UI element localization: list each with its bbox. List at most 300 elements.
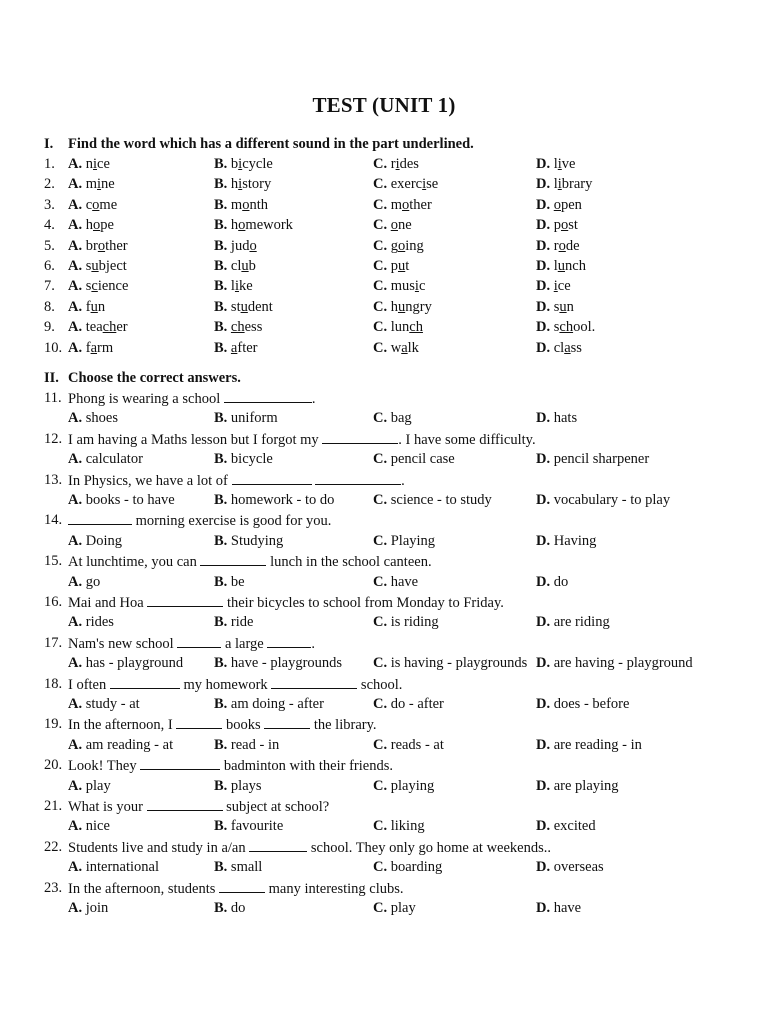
answer-blank[interactable] (271, 676, 357, 689)
answer-option[interactable] (68, 737, 173, 754)
answer-option[interactable] (68, 778, 111, 795)
word-part: f (85, 339, 91, 356)
answer-option[interactable] (68, 340, 113, 357)
underlined-part: i (557, 176, 562, 193)
underlined-part: i (234, 278, 239, 295)
option-letter: C. (373, 339, 388, 356)
word-part: f (85, 298, 91, 315)
option-letter: A. (68, 451, 83, 468)
answer-blank[interactable] (177, 635, 221, 648)
underlined-part: a (90, 339, 98, 356)
word-part: s (553, 319, 560, 336)
answer-option[interactable] (68, 156, 110, 173)
answer-blank[interactable] (232, 472, 312, 485)
question-number: 1. (44, 156, 55, 172)
answer-option[interactable] (68, 451, 143, 468)
question-row (44, 390, 744, 410)
word-part: cl (230, 258, 242, 274)
answer-blank[interactable] (315, 472, 401, 485)
option-letter: A. (68, 176, 83, 193)
option-text: do (227, 900, 246, 916)
option-letter: C. (373, 258, 388, 274)
option-letter: B. (214, 696, 228, 712)
option-letter: C. (373, 655, 388, 672)
question-row (44, 472, 744, 492)
question-row (44, 716, 744, 736)
option-letter: D. (536, 696, 551, 712)
word-part: ess (244, 319, 263, 336)
word-part: cycle (242, 156, 273, 172)
underlined-part: a (564, 339, 571, 356)
option-letter: B. (214, 900, 228, 916)
option-letter: D. (536, 859, 551, 876)
question-text (68, 512, 331, 530)
answer-option[interactable] (373, 818, 425, 835)
answer-option[interactable] (68, 319, 128, 336)
option-text: pencil sharpener (550, 451, 650, 468)
answer-option[interactable] (214, 299, 273, 316)
answer-option[interactable] (536, 574, 568, 591)
answer-option[interactable] (214, 778, 262, 795)
option-letter: C. (373, 777, 388, 794)
answer-option[interactable] (536, 258, 586, 275)
answer-option[interactable] (214, 340, 257, 357)
option-text: have - playgrounds (227, 655, 343, 672)
answer-blank[interactable] (322, 431, 398, 444)
answer-option[interactable] (214, 451, 273, 468)
option-letter: D. (536, 573, 551, 590)
answer-blank[interactable] (249, 839, 307, 852)
answer-option[interactable] (536, 217, 578, 234)
options-row (44, 574, 744, 594)
option-text: reads - at (387, 736, 444, 753)
answer-option[interactable] (373, 533, 435, 550)
option-letter: D. (536, 319, 551, 336)
question-row (44, 299, 744, 319)
question-text (68, 431, 536, 449)
answer-option[interactable] (68, 492, 175, 509)
question-number: 18. (44, 675, 63, 692)
question-row (44, 798, 744, 818)
underlined-part: u (397, 298, 406, 315)
answer-option[interactable] (536, 299, 574, 316)
option-text: Playing (387, 532, 436, 549)
answer-option[interactable] (214, 533, 283, 550)
option-letter: D. (536, 492, 551, 508)
answer-blank[interactable] (110, 676, 180, 689)
question-text-part: books (222, 717, 265, 734)
question-text-part: many interesting clubs. (265, 880, 404, 897)
answer-option[interactable] (68, 655, 183, 672)
answer-option[interactable] (68, 258, 127, 275)
question-text (68, 390, 315, 408)
underlined-part: c (91, 278, 98, 295)
question-number: 11. (44, 390, 62, 406)
word-part: l (553, 156, 558, 172)
answer-option[interactable] (373, 238, 424, 255)
answer-option[interactable] (214, 156, 273, 173)
word-part: ther (409, 196, 432, 213)
question-row (44, 431, 744, 451)
answer-option[interactable] (214, 818, 283, 835)
question-number: 15. (44, 553, 63, 570)
answer-blank[interactable] (140, 757, 220, 770)
underlined-part: o (97, 237, 106, 254)
word-part: s (553, 298, 560, 315)
word-part: ne (101, 176, 115, 193)
answer-option[interactable] (68, 900, 108, 917)
option-text: have (387, 573, 419, 590)
answer-option[interactable] (214, 655, 342, 672)
option-letter: A. (68, 655, 83, 672)
option-letter: D. (536, 777, 551, 794)
word-part: m (85, 176, 98, 193)
question-row (44, 553, 744, 573)
answer-option[interactable] (536, 197, 582, 214)
answer-option[interactable] (68, 696, 140, 713)
word-part: bject (98, 258, 127, 274)
answer-option[interactable] (214, 410, 278, 427)
answer-option[interactable] (536, 778, 619, 795)
answer-option[interactable] (373, 859, 442, 876)
underlined-part: o (390, 217, 398, 234)
question-text-part: subject at school? (222, 799, 330, 815)
answer-option[interactable] (373, 614, 439, 631)
question-text-part: In the afternoon, I (68, 717, 177, 734)
answer-option[interactable] (68, 197, 117, 214)
underlined-part: i (553, 278, 558, 295)
word-part: r (390, 156, 396, 172)
answer-option[interactable] (536, 278, 571, 295)
option-text: are having - playground (550, 655, 693, 672)
option-letter: D. (536, 237, 551, 254)
option-letter: C. (373, 278, 388, 295)
underlined-part: u (557, 258, 566, 274)
question-row (44, 197, 744, 217)
answer-option[interactable] (68, 278, 128, 295)
answer-option[interactable] (373, 197, 432, 214)
option-text: pencil case (387, 451, 455, 468)
word-part: c (418, 278, 426, 295)
options-row (44, 492, 744, 512)
answer-option[interactable] (536, 533, 596, 550)
answer-option[interactable] (68, 299, 105, 316)
word-part: ngry (405, 298, 432, 315)
underlined-part: u (559, 298, 567, 315)
question-number: 3. (44, 196, 55, 213)
underlined-part: o (560, 217, 569, 234)
answer-option[interactable] (373, 410, 412, 427)
option-text: international (82, 859, 160, 876)
option-text: do (550, 573, 569, 590)
word-part: lk (407, 339, 419, 356)
question-row (44, 340, 744, 360)
question-text-part: What is your (68, 799, 147, 815)
option-text: be (227, 573, 245, 590)
answer-option[interactable] (373, 492, 492, 509)
question-number: 2. (44, 176, 55, 193)
option-text: boarding (387, 859, 443, 876)
option-text: plays (227, 777, 262, 794)
word-part: m (390, 196, 403, 213)
word-part: me (99, 196, 118, 213)
word-part: t (405, 258, 410, 274)
option-letter: B. (214, 492, 228, 508)
option-text: is riding (387, 614, 439, 631)
question-row (44, 512, 744, 532)
answer-option[interactable] (536, 176, 592, 193)
answer-option[interactable] (373, 258, 409, 275)
question-text (68, 757, 393, 775)
word-part: des (399, 156, 419, 172)
option-letter: D. (536, 176, 551, 193)
answer-option[interactable] (68, 176, 115, 193)
underlined-part: i (395, 156, 400, 172)
answer-option[interactable] (214, 859, 262, 876)
question-text-part: Phong is wearing a school (68, 391, 224, 407)
word-part: s (85, 278, 92, 295)
question-text-part: morning exercise is good for you. (132, 513, 332, 530)
options-row (44, 533, 744, 553)
option-text: liking (387, 818, 425, 835)
question-row (44, 278, 744, 298)
word-part: nch (565, 258, 586, 274)
answer-option[interactable] (373, 900, 416, 917)
answer-blank[interactable] (219, 880, 265, 893)
option-letter: D. (536, 278, 551, 295)
option-text: homework - to do (227, 492, 335, 508)
word-part: lun (390, 319, 410, 336)
option-text: playing (387, 777, 435, 794)
option-letter: C. (373, 900, 388, 916)
option-letter: C. (373, 492, 388, 508)
answer-option[interactable] (68, 614, 114, 631)
answer-option[interactable] (536, 238, 580, 255)
answer-option[interactable] (214, 737, 279, 754)
answer-option[interactable] (214, 319, 262, 336)
answer-blank[interactable] (147, 594, 223, 607)
option-letter: B. (214, 258, 228, 274)
option-letter: B. (214, 339, 228, 356)
answer-blank[interactable] (176, 716, 222, 729)
question-text (68, 553, 432, 571)
question-number: 9. (44, 319, 55, 336)
answer-option[interactable] (214, 696, 324, 713)
option-letter: B. (214, 196, 228, 213)
answer-option[interactable] (536, 614, 610, 631)
option-letter: B. (214, 777, 228, 794)
answer-option[interactable] (214, 238, 257, 255)
word-part: h (390, 298, 398, 315)
option-text: overseas (550, 859, 604, 876)
answer-option[interactable] (536, 319, 595, 336)
question-text-part: At lunchtime, you can (68, 554, 201, 571)
answer-option[interactable] (536, 655, 693, 672)
answer-option[interactable] (68, 533, 122, 550)
answer-option[interactable] (536, 696, 629, 713)
question-number: 10. (44, 339, 63, 356)
answer-option[interactable] (536, 859, 604, 876)
word-part: fter (237, 339, 258, 356)
answer-option[interactable] (373, 778, 434, 795)
answer-option[interactable] (373, 737, 444, 754)
answer-option[interactable] (214, 197, 268, 214)
options-row (44, 900, 744, 920)
option-letter: D. (536, 217, 551, 234)
option-text: is having - playgrounds (387, 655, 528, 672)
option-text: are playing (550, 777, 619, 794)
underlined-part: u (240, 298, 248, 315)
answer-option[interactable] (536, 410, 577, 427)
option-text: uniform (227, 410, 278, 427)
option-letter: B. (214, 614, 228, 631)
answer-blank[interactable] (264, 716, 310, 729)
section-2-title: Choose the correct answers. (68, 370, 241, 386)
option-letter: C. (373, 237, 388, 254)
word-part: jud (230, 237, 250, 254)
word-part: se (426, 176, 439, 193)
question-row (44, 635, 744, 655)
answer-blank[interactable] (68, 512, 132, 525)
question-number: 12. (44, 430, 63, 447)
answer-option[interactable] (214, 492, 334, 509)
answer-option[interactable] (68, 818, 110, 835)
answer-option[interactable] (536, 451, 649, 468)
option-letter: A. (68, 532, 83, 549)
answer-option[interactable] (536, 492, 670, 509)
option-letter: A. (68, 410, 83, 427)
answer-blank[interactable] (200, 553, 266, 566)
word-part: exerc (390, 176, 423, 193)
option-letter: C. (373, 859, 388, 876)
underlined-part: ch (230, 319, 245, 336)
answer-option[interactable] (214, 900, 245, 917)
answer-option[interactable] (536, 156, 575, 173)
option-text: ride (227, 614, 254, 631)
answer-option[interactable] (373, 299, 432, 316)
options-row (44, 451, 744, 471)
answer-option[interactable] (373, 156, 419, 173)
option-letter: D. (536, 298, 551, 315)
word-part: ss (570, 339, 582, 356)
question-row (44, 880, 744, 900)
word-part: ne (397, 217, 412, 234)
option-text: join (82, 900, 109, 916)
word-part: b (230, 156, 239, 172)
word-part: ool. (573, 319, 596, 336)
question-text-part: a large (221, 635, 268, 652)
answer-option[interactable] (68, 410, 118, 427)
option-text: Doing (82, 532, 122, 549)
underlined-part: a (401, 339, 408, 356)
underlined-part: o (242, 196, 250, 213)
answer-option[interactable] (536, 818, 596, 835)
word-part: ience (97, 278, 129, 295)
question-text-part: Students live and study in a/an (68, 839, 250, 856)
answer-option[interactable] (536, 900, 581, 917)
underlined-part: o (558, 237, 566, 254)
section-2-heading (44, 370, 241, 387)
options-row (44, 818, 744, 838)
question-text-part: . (401, 472, 405, 489)
underlined-part: u (241, 258, 249, 274)
answer-option[interactable] (373, 176, 438, 193)
answer-option[interactable] (214, 614, 253, 631)
option-letter: A. (68, 237, 83, 254)
option-letter: B. (214, 410, 228, 427)
options-row (44, 696, 744, 716)
word-part: ce (97, 156, 110, 172)
option-letter: D. (536, 410, 551, 427)
answer-option[interactable] (373, 655, 527, 672)
option-letter: A. (68, 196, 83, 213)
answer-option[interactable] (373, 278, 425, 295)
question-text-part: badminton with their friends. (220, 758, 393, 775)
answer-option[interactable] (373, 217, 412, 234)
answer-option[interactable] (373, 696, 444, 713)
answer-option[interactable] (373, 574, 418, 591)
answer-option[interactable] (373, 451, 455, 468)
word-part: h (85, 217, 93, 234)
answer-option[interactable] (214, 258, 256, 275)
underlined-part: u (91, 258, 99, 274)
word-part: st (230, 298, 241, 315)
option-letter: A. (68, 614, 83, 631)
question-text-part: . I have some difficulty. (398, 431, 536, 448)
answer-blank[interactable] (224, 390, 312, 403)
question-number: 5. (44, 237, 55, 254)
answer-option[interactable] (373, 319, 423, 336)
question-text-part: . (311, 391, 316, 407)
answer-option[interactable] (214, 574, 245, 591)
option-letter: C. (373, 451, 388, 468)
answer-option[interactable] (214, 176, 271, 193)
answer-option[interactable] (68, 238, 128, 255)
option-letter: B. (214, 573, 228, 590)
answer-option[interactable] (536, 737, 642, 754)
answer-option[interactable] (68, 217, 114, 234)
word-part: m (230, 196, 243, 213)
option-letter: D. (536, 339, 551, 356)
answer-option[interactable] (536, 340, 582, 357)
option-letter: C. (373, 696, 388, 712)
underlined-part: o (238, 217, 246, 234)
option-text: have (550, 900, 582, 916)
answer-option[interactable] (68, 574, 100, 591)
option-letter: B. (214, 217, 228, 234)
question-number: 16. (44, 594, 63, 610)
question-row (44, 319, 744, 339)
option-text: science - to study (387, 492, 492, 508)
option-letter: D. (536, 900, 551, 916)
answer-option[interactable] (68, 859, 159, 876)
answer-option[interactable] (214, 278, 253, 295)
word-part: s (85, 258, 92, 274)
word-part: pen (560, 196, 582, 213)
option-letter: B. (214, 736, 228, 753)
question-row (44, 676, 744, 696)
option-text: are riding (550, 614, 610, 631)
answer-option[interactable] (214, 217, 293, 234)
option-letter: A. (68, 900, 83, 916)
question-text-part: lunch in the school canteen. (266, 554, 432, 571)
answer-option[interactable] (373, 340, 419, 357)
option-letter: B. (214, 655, 228, 672)
section-1-number: I. (44, 136, 54, 152)
answer-blank[interactable] (147, 798, 223, 811)
answer-blank[interactable] (267, 635, 311, 648)
option-text: small (227, 859, 263, 876)
